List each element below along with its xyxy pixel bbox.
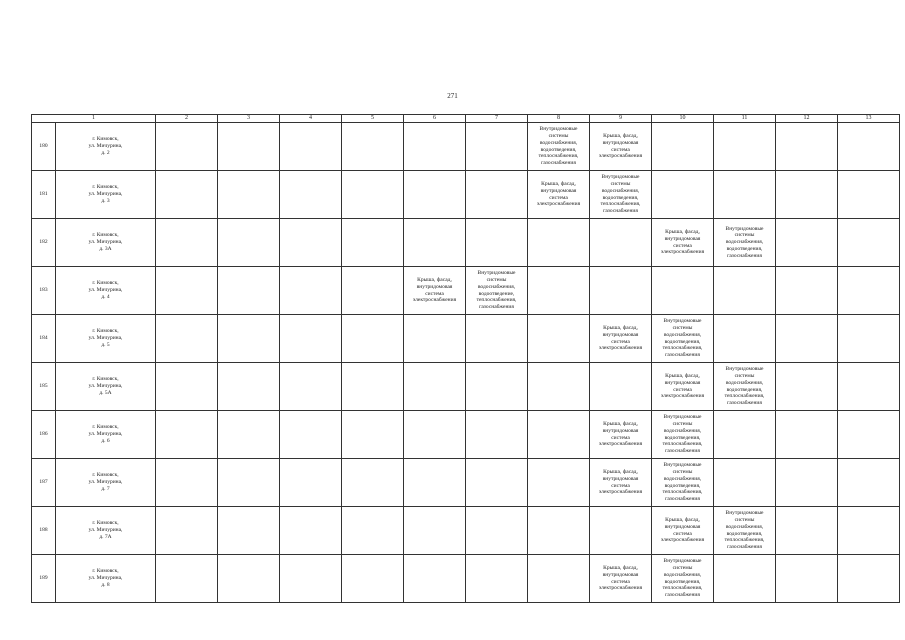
table-row [32,555,900,603]
year-cell-col-7 [466,219,528,267]
year-cell-col-2 [156,459,218,507]
year-cell-col-7 [466,171,528,219]
year-cell-col-10: Внутридомовые системы водоснабжения, водоотведения, теплоснабжения, газоснабжения [652,411,714,459]
year-cell-col-10: Внутридомовые системы водоснабжения, водоотведения, теплоснабжения, газоснабжения [652,459,714,507]
year-cell-col-13 [838,315,900,363]
year-cell-col-12 [776,411,838,459]
year-cell-col-5 [342,315,404,363]
table-row [32,267,900,315]
year-cell-col-4 [280,459,342,507]
address-cell: г. Кимовск, ул. Мичурина, д. 5 [56,315,156,363]
table-row [32,219,900,267]
address-cell: г. Кимовск, ул. Мичурина, д. 7А [56,507,156,555]
year-cell-col-8 [528,219,590,267]
year-cell-col-12 [776,459,838,507]
year-cell-col-2 [156,315,218,363]
year-cell-col-2 [156,363,218,411]
address-cell: г. Кимовск, ул. Мичурина, д. 6 [56,411,156,459]
year-cell-col-7 [466,315,528,363]
year-cell-col-7 [466,459,528,507]
year-cell-col-2 [156,267,218,315]
year-cell-col-8 [528,267,590,315]
year-cell-col-8: Крыша, фасад, внутридомовая система электроснабжения [528,171,590,219]
year-cell-col-3 [218,123,280,171]
year-cell-col-11: Внутридомовые системы водоснабжения, водоотведения, теплоснабжения, газоснабжения [714,507,776,555]
year-cell-col-13 [838,555,900,603]
year-cell-col-13 [838,123,900,171]
year-cell-col-8 [528,459,590,507]
year-cell-col-5 [342,459,404,507]
year-cell-col-10: Крыша, фасад, внутридомовая система электроснабжения [652,363,714,411]
year-cell-col-12 [776,555,838,603]
year-cell-col-10 [652,267,714,315]
year-cell-col-6 [404,171,466,219]
row-number: 186 [32,411,56,459]
year-cell-col-9: Крыша, фасад, внутридомовая система электроснабжения [590,555,652,603]
year-cell-col-12 [776,123,838,171]
year-cell-col-11 [714,171,776,219]
year-cell-col-6 [404,315,466,363]
year-cell-col-7 [466,555,528,603]
year-cell-col-4 [280,267,342,315]
column-header-12: 12 [776,115,838,123]
year-cell-col-6 [404,123,466,171]
row-number: 184 [32,315,56,363]
year-cell-col-6: Крыша, фасад, внутридомовая система электроснабжения [404,267,466,315]
address-cell: г. Кимовск, ул. Мичурина, д. 8 [56,555,156,603]
year-cell-col-8 [528,555,590,603]
year-cell-col-12 [776,363,838,411]
year-cell-col-9 [590,363,652,411]
year-cell-col-11 [714,123,776,171]
year-cell-col-3 [218,315,280,363]
year-cell-col-4 [280,219,342,267]
year-cell-col-13 [838,411,900,459]
year-cell-col-4 [280,171,342,219]
column-header-2: 2 [156,115,218,123]
table-row [32,123,900,171]
year-cell-col-5 [342,507,404,555]
year-cell-col-13 [838,459,900,507]
year-cell-col-11: Внутридомовые системы водоснабжения, водоотведения, теплоснабжения, газоснабжения [714,363,776,411]
column-header-9: 9 [590,115,652,123]
row-number: 180 [32,123,56,171]
column-header-5: 5 [342,115,404,123]
year-cell-col-5 [342,123,404,171]
year-cell-col-9: Крыша, фасад, внутридомовая система электроснабжения [590,123,652,171]
year-cell-col-8 [528,363,590,411]
year-cell-col-13 [838,171,900,219]
column-header-8: 8 [528,115,590,123]
year-cell-col-9: Крыша, фасад, внутридомовая система электроснабжения [590,315,652,363]
year-cell-col-4 [280,363,342,411]
year-cell-col-11 [714,555,776,603]
year-cell-col-9 [590,219,652,267]
row-number: 182 [32,219,56,267]
table-row [32,459,900,507]
year-cell-col-10: Крыша, фасад, внутридомовая система электроснабжения [652,507,714,555]
year-cell-col-5 [342,267,404,315]
year-cell-col-7: Внутридомовые системы водоснабжения, водоотведение, теплоснабжения, газоснабжения [466,267,528,315]
year-cell-col-10: Крыша, фасад, внутридомовая система электроснабжения [652,219,714,267]
year-cell-col-7 [466,363,528,411]
year-cell-col-3 [218,363,280,411]
year-cell-col-3 [218,219,280,267]
row-number: 181 [32,171,56,219]
year-cell-col-3 [218,459,280,507]
address-cell: г. Кимовск, ул. Мичурина, д. 3 [56,171,156,219]
page-number: 271 [447,92,458,100]
year-cell-col-13 [838,363,900,411]
year-cell-col-6 [404,363,466,411]
year-cell-col-12 [776,315,838,363]
year-cell-col-5 [342,171,404,219]
year-cell-col-3 [218,171,280,219]
column-header-13: 13 [838,115,900,123]
column-header-6: 6 [404,115,466,123]
year-cell-col-2 [156,411,218,459]
year-cell-col-4 [280,555,342,603]
row-number: 187 [32,459,56,507]
year-cell-col-8 [528,315,590,363]
column-header-10: 10 [652,115,714,123]
year-cell-col-11 [714,411,776,459]
year-cell-col-5 [342,555,404,603]
year-cell-col-4 [280,315,342,363]
address-cell: г. Кимовск, ул. Мичурина, д. 2 [56,123,156,171]
year-cell-col-12 [776,219,838,267]
year-cell-col-3 [218,507,280,555]
address-cell: г. Кимовск, ул. Мичурина, д. 3А [56,219,156,267]
year-cell-col-12 [776,171,838,219]
column-header-11: 11 [714,115,776,123]
table-body [32,123,900,603]
year-cell-col-8: Внутридомовые системы водоснабжения, водоотведения, теплоснабжения, газоснабжения [528,123,590,171]
year-cell-col-9 [590,267,652,315]
year-cell-col-11: Внутридомовые системы водоснабжения, водоотведения, газоснабжения [714,219,776,267]
header-row [32,115,900,123]
year-cell-col-7 [466,123,528,171]
year-cell-col-5 [342,411,404,459]
year-cell-col-13 [838,267,900,315]
year-cell-col-2 [156,123,218,171]
year-cell-col-6 [404,219,466,267]
table-row [32,315,900,363]
year-cell-col-3 [218,555,280,603]
year-cell-col-2 [156,555,218,603]
row-number: 188 [32,507,56,555]
year-cell-col-10: Внутридомовые системы водоснабжения, водоотведения, теплоснабжения, газоснабжения [652,555,714,603]
address-cell: г. Кимовск, ул. Мичурина, д. 5А [56,363,156,411]
year-cell-col-2 [156,507,218,555]
year-cell-col-9: Крыша, фасад, внутридомовая система электроснабжения [590,411,652,459]
year-cell-col-7 [466,411,528,459]
year-cell-col-8 [528,507,590,555]
row-number: 183 [32,267,56,315]
year-cell-col-3 [218,267,280,315]
column-header-4: 4 [280,115,342,123]
address-cell: г. Кимовск, ул. Мичурина, д. 4 [56,267,156,315]
table-row [32,507,900,555]
year-cell-col-11 [714,315,776,363]
registry-table [31,114,900,603]
column-header-1: 1 [32,115,156,123]
year-cell-col-13 [838,507,900,555]
year-cell-col-6 [404,555,466,603]
year-cell-col-10: Внутридомовые системы водоснабжения, водоотведения, теплоснабжения, газоснабжения [652,315,714,363]
year-cell-col-4 [280,411,342,459]
year-cell-col-9: Внутридомовые системы водоснабжения, водоотведения, теплоснабжения, газоснабжения [590,171,652,219]
year-cell-col-2 [156,171,218,219]
year-cell-col-8 [528,411,590,459]
year-cell-col-12 [776,267,838,315]
year-cell-col-5 [342,219,404,267]
year-cell-col-3 [218,411,280,459]
year-cell-col-10 [652,123,714,171]
table-row [32,363,900,411]
row-number: 185 [32,363,56,411]
year-cell-col-11 [714,267,776,315]
column-header-3: 3 [218,115,280,123]
year-cell-col-10 [652,171,714,219]
year-cell-col-6 [404,507,466,555]
year-cell-col-7 [466,507,528,555]
table-row [32,411,900,459]
year-cell-col-11 [714,459,776,507]
address-cell: г. Кимовск, ул. Мичурина, д. 7 [56,459,156,507]
year-cell-col-4 [280,507,342,555]
row-number: 189 [32,555,56,603]
year-cell-col-4 [280,123,342,171]
year-cell-col-13 [838,219,900,267]
year-cell-col-9 [590,507,652,555]
year-cell-col-6 [404,459,466,507]
column-header-7: 7 [466,115,528,123]
year-cell-col-12 [776,507,838,555]
table-row [32,171,900,219]
year-cell-col-2 [156,219,218,267]
year-cell-col-5 [342,363,404,411]
year-cell-col-9: Крыша, фасад, внутридомовая система электроснабжения [590,459,652,507]
year-cell-col-6 [404,411,466,459]
